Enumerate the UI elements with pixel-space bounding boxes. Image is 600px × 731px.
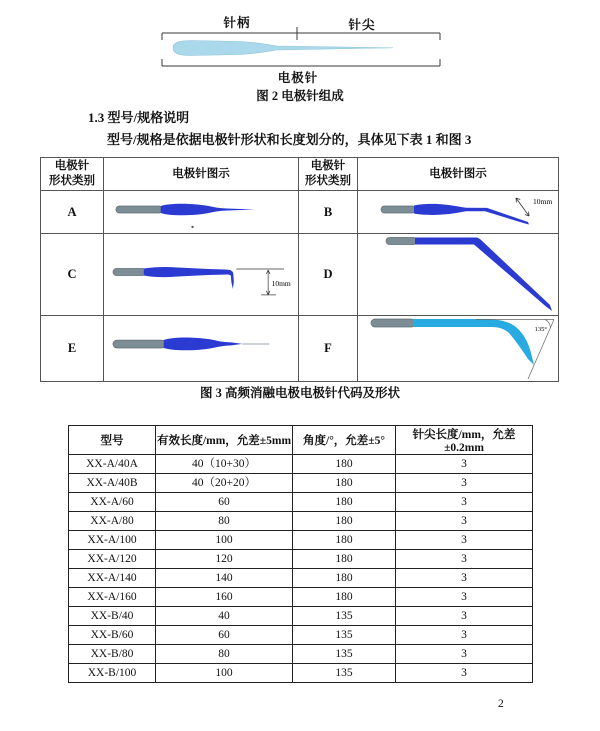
category-e-label: E <box>41 316 104 381</box>
length-cell: 40（20+20） <box>156 474 293 493</box>
figure3-caption: 图 3 高频消融电极电极针代码及形状 <box>199 386 400 400</box>
tip-cell: 3 <box>396 474 533 493</box>
length-cell: 40（10+30） <box>156 455 293 474</box>
length-cell: 60 <box>156 626 293 645</box>
needle-body <box>144 267 234 289</box>
length-cell: 60 <box>156 493 293 512</box>
needle-f-cell <box>358 316 558 381</box>
needle-c-diagram <box>104 234 298 316</box>
dimension-label-c: 10mm <box>271 278 291 288</box>
angle-label-f: 135° <box>534 326 547 333</box>
length-cell: 80 <box>156 645 293 664</box>
col-header-model: 型号 <box>69 426 156 455</box>
figure3-header-diagram-left: 电极针图示 <box>104 158 299 191</box>
table-row <box>69 626 533 645</box>
needle-f-diagram <box>358 316 558 381</box>
table-row <box>69 474 533 493</box>
angle-cell: 180 <box>293 455 396 474</box>
needle-handle <box>371 319 415 327</box>
electrode-needle-label: 电极针 <box>277 71 319 85</box>
needle-a-cell <box>104 191 299 234</box>
needle-body <box>415 237 552 311</box>
model-cell: XX-A/100 <box>69 531 156 550</box>
tip-cell: 3 <box>396 493 533 512</box>
needle-handle <box>113 340 166 348</box>
length-cell: 160 <box>156 588 293 607</box>
needle-body <box>413 319 534 365</box>
table-row <box>69 588 533 607</box>
spec-table-header-row <box>69 426 533 455</box>
angle-cell: 180 <box>293 512 396 531</box>
section-heading: 1.3 型号/规格说明 <box>88 110 190 125</box>
needle-e-diagram <box>104 316 298 381</box>
needle-b-cell <box>358 191 558 234</box>
table-row <box>69 550 533 569</box>
length-cell: 100 <box>156 531 293 550</box>
table-row <box>69 493 533 512</box>
table-row <box>69 607 533 626</box>
category-b-label: B <box>299 191 358 234</box>
model-cell: XX-B/40 <box>69 607 156 626</box>
needle-b-diagram <box>358 191 558 234</box>
needle-handle-label: 针柄 <box>223 16 251 30</box>
angle-cell: 180 <box>293 550 396 569</box>
table-row <box>69 531 533 550</box>
figure2-caption: 图 2 电极针组成 <box>256 89 344 103</box>
tip-cell: 3 <box>396 569 533 588</box>
needle-handle <box>116 206 163 213</box>
needle-handle <box>381 206 416 213</box>
tip-cell: 3 <box>396 550 533 569</box>
length-cell: 80 <box>156 512 293 531</box>
header-category-line1: 电极针 <box>310 160 346 173</box>
angle-cell: 180 <box>293 588 396 607</box>
col-header-angle: 角度/°，允差±5° <box>293 426 396 455</box>
table-row <box>69 569 533 588</box>
needle-handle <box>386 237 417 244</box>
category-c-label: C <box>41 234 104 316</box>
angle-cell: 135 <box>293 626 396 645</box>
col-header-effective-length: 有效长度/mm，允差±5mm <box>156 426 293 455</box>
dimension-arrow-b <box>516 198 529 216</box>
spec-table-wrap <box>68 425 533 683</box>
col-header-tip-length: 针尖长度/mm，允差±0.2mm <box>396 426 533 455</box>
page-number: 2 <box>498 698 504 710</box>
needle-a-diagram <box>104 191 298 234</box>
needle-tip-label: 针尖 <box>348 18 376 32</box>
header-category-line2: 形状类别 <box>49 175 95 187</box>
angle-cell: 180 <box>293 569 396 588</box>
model-cell: XX-B/80 <box>69 645 156 664</box>
tip-cell: 3 <box>396 664 533 683</box>
tip-cell: 3 <box>396 626 533 645</box>
model-cell: XX-A/40A <box>69 455 156 474</box>
needle-d-cell <box>358 234 558 316</box>
length-cell: 40 <box>156 607 293 626</box>
tip-cell: 3 <box>396 512 533 531</box>
tip-cell: 3 <box>396 531 533 550</box>
section-body-text: 型号/规格是依据电极针形状和长度划分的，具体见下表 1 和图 3 <box>107 132 472 147</box>
needle-d-diagram <box>358 234 558 316</box>
table-row <box>69 455 533 474</box>
angle-cell: 135 <box>293 607 396 626</box>
figure3-header-diagram-right: 电极针图示 <box>358 158 558 191</box>
header-category-line2: 形状类别 <box>305 175 351 187</box>
table-row <box>69 664 533 683</box>
model-cell: XX-A/160 <box>69 588 156 607</box>
figure3-header-category-left <box>41 158 104 191</box>
angle-cell: 180 <box>293 474 396 493</box>
length-cell: 100 <box>156 664 293 683</box>
category-d-label: D <box>299 234 358 316</box>
needle-e-cell <box>104 316 299 381</box>
model-cell: XX-B/60 <box>69 626 156 645</box>
table-row <box>69 512 533 531</box>
table-row <box>69 645 533 664</box>
tip-cell: 3 <box>396 588 533 607</box>
category-f-label: F <box>299 316 358 381</box>
needle-body <box>161 203 256 215</box>
header-category-line1: 电极针 <box>54 160 90 173</box>
model-cell: XX-A/60 <box>69 493 156 512</box>
angle-cell: 135 <box>293 645 396 664</box>
model-cell: XX-A/80 <box>69 512 156 531</box>
model-cell: XX-A/120 <box>69 550 156 569</box>
angle-cell: 180 <box>293 493 396 512</box>
length-cell: 120 <box>156 550 293 569</box>
needle-body <box>414 203 529 224</box>
needle-c-cell <box>104 234 299 316</box>
category-a-label: A <box>41 191 104 234</box>
tip-cell: 3 <box>396 645 533 664</box>
figure2-needle-shape <box>173 41 393 56</box>
figure3-header-category-right <box>299 158 358 191</box>
angle-cell: 135 <box>293 664 396 683</box>
needle-body <box>164 338 243 351</box>
length-cell: 140 <box>156 569 293 588</box>
figure3-shape-table <box>40 157 559 382</box>
tip-cell: 3 <box>396 455 533 474</box>
needle-handle <box>113 268 146 275</box>
model-cell: XX-B/100 <box>69 664 156 683</box>
angle-cell: 180 <box>293 531 396 550</box>
stray-dot <box>191 225 193 227</box>
model-cell: XX-A/140 <box>69 569 156 588</box>
spec-table <box>68 425 533 683</box>
dimension-label-b: 10mm <box>533 196 553 206</box>
tip-cell: 3 <box>396 607 533 626</box>
model-cell: XX-A/40B <box>69 474 156 493</box>
